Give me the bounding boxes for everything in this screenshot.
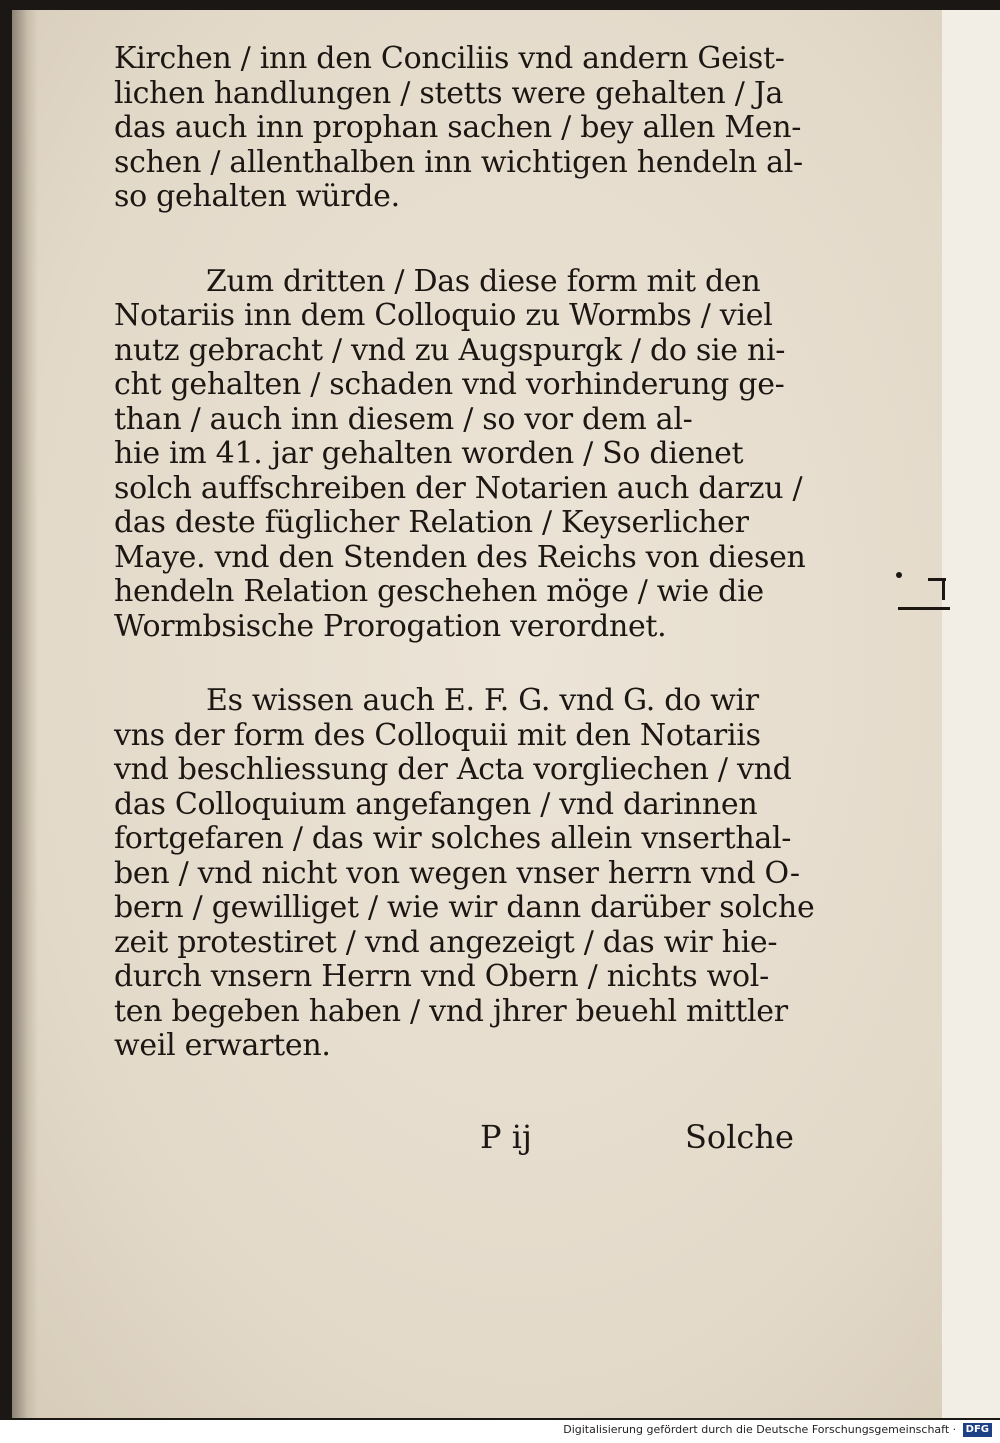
text-line: weil erwarten.	[114, 1028, 331, 1063]
paragraph-3	[114, 684, 824, 1064]
text-line: nutz gebracht / vnd zu Augspurgk / do sie ni-	[114, 332, 786, 368]
page-footer	[480, 1118, 820, 1158]
dfg-logo: DFG	[963, 1423, 992, 1437]
text-line: ten begeben haben / vnd jhrer beuehl mittler	[114, 993, 788, 1029]
text-line: durch vnsern Herrn vnd Obern / nichts wol-	[114, 959, 769, 994]
signature-mark: P ij	[480, 1118, 532, 1156]
text-line: hendeln Relation geschehen möge / wie die	[114, 574, 764, 609]
page-gutter-shadow	[12, 10, 38, 1418]
text-line: than / auch inn diesem / so vor dem al-	[114, 401, 693, 437]
text-line: Es wissen auch E. F. G. vnd G. do wir	[206, 683, 759, 718]
text-line: Maye. vnd den Stenden des Reichs von diesen	[114, 539, 806, 575]
text-line: vns der form des Colloquii mit den Notariis	[114, 717, 761, 753]
text-line: cht gehalten / schaden vnd vorhinderung ge-	[114, 367, 785, 402]
paragraph-2	[114, 265, 824, 645]
text-line: Notariis inn dem Colloquio zu Wormbs / viel	[114, 298, 773, 333]
text-line: lichen handlungen / stetts were gehalten / Ja	[114, 75, 784, 111]
text-line: bern / gewilliget / wie wir dann darüber solche	[114, 890, 815, 925]
text-line: das auch inn prophan sachen / bey allen Men-	[114, 110, 802, 145]
text-line: das deste füglicher Relation / Keyserlicher	[114, 505, 749, 540]
text-line: solch auffschreiben der Notarien auch darzu /	[114, 470, 803, 506]
text-line: schen / allenthalben inn wichtigen hendeln al-	[114, 144, 803, 180]
text-line: Wormbsische Prorogation verordnet.	[114, 608, 667, 644]
page-margin	[942, 10, 1000, 1418]
text-line: hie im 41. jar gehalten worden / So dienet	[114, 436, 744, 471]
text-line: Kirchen / inn den Conciliis vnd andern Geist-	[114, 41, 785, 76]
text-line: vnd beschliessung der Acta vorgliechen / vnd	[114, 752, 792, 787]
catchword: Solche	[685, 1118, 794, 1156]
text-line: Zum dritten / Das diese form mit den	[206, 263, 761, 299]
text-line: so gehalten würde.	[114, 179, 400, 214]
text-line: zeit protestiret / vnd angezeigt / das wir hie-	[114, 924, 778, 960]
margin-bracket-stem	[942, 578, 945, 600]
paragraph-1	[114, 42, 824, 215]
text-line: fortgefaren / das wir solches allein vnserthal-	[114, 821, 792, 856]
text-line: ben / vnd nicht von wegen vnser herrn vnd O-	[114, 855, 800, 891]
credit-text: Digitalisierung gefördert durch die Deutsche Forschungsgemeinschaft ·	[563, 1423, 957, 1436]
page-text	[114, 42, 824, 1064]
margin-line-mark	[898, 607, 950, 610]
text-line: das Colloquium angefangen / vnd darinnen	[114, 786, 758, 822]
margin-dot-mark	[896, 572, 902, 578]
digitization-credit	[563, 1423, 992, 1437]
credit-bar	[0, 1420, 1000, 1443]
